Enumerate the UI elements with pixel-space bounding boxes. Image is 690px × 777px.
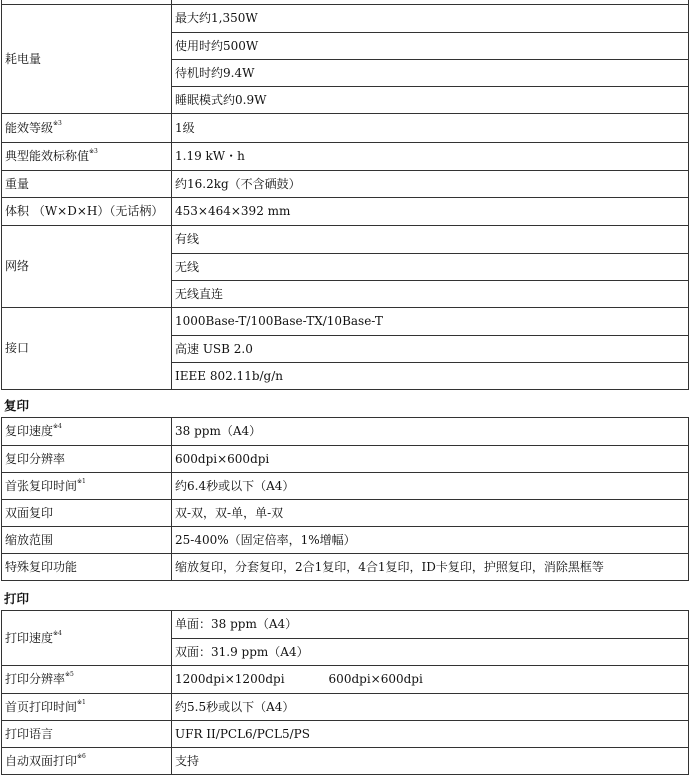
table-row	[2, 527, 689, 554]
interface-usb: 高速 USB 2.0	[172, 336, 689, 363]
table-row	[2, 418, 689, 446]
zoom-range-value: 25-400%（固定倍率，1%增幅）	[172, 527, 689, 554]
row-label-special-copy: 特殊复印功能	[2, 554, 172, 581]
network-wireless: 无线	[172, 254, 689, 281]
row-label-interface: 接口	[2, 308, 172, 390]
table-row	[2, 226, 689, 254]
table-row	[2, 308, 689, 336]
row-label-copy-speed: 复印速度$^{※4}$	[2, 418, 172, 446]
interface-wlan: IEEE 802.11b/g/n	[172, 363, 689, 390]
section-title-print: 打印	[4, 591, 30, 606]
table-row	[2, 666, 689, 694]
tec-value: 1.19 kW・h	[172, 143, 689, 171]
network-wired: 有线	[172, 226, 689, 254]
spec-table-general	[1, 0, 689, 390]
row-label-tec: 典型能效标称值$^{※3}$	[2, 143, 172, 171]
row-label-energy-class: 能效等级$^{※3}$	[2, 114, 172, 143]
row-label-zoom-range: 缩放范围	[2, 527, 172, 554]
print-speed-simplex: 单面：38 ppm（A4）	[172, 611, 689, 639]
duplex-copy-value: 双-双，双-单，单-双	[172, 500, 689, 527]
table-row	[2, 198, 689, 226]
print-resolution-value	[172, 666, 689, 694]
copy-resolution-value: 600dpi×600dpi	[172, 446, 689, 473]
print-resolution-standard: 600dpi×600dpi	[328, 672, 423, 686]
print-speed-duplex: 双面：31.9 ppm（A4）	[172, 639, 689, 666]
table-row	[2, 5, 689, 33]
table-row	[2, 500, 689, 527]
row-label-copy-resolution: 复印分辨率	[2, 446, 172, 473]
table-row	[2, 473, 689, 500]
energy-class-value: 1级	[172, 114, 689, 143]
power-max: 最大约1,350W	[172, 5, 689, 33]
table-row	[2, 446, 689, 473]
table-row	[2, 114, 689, 143]
table-row	[2, 611, 689, 639]
first-print-time-value: 约5.5秒或以下（A4）	[172, 694, 689, 721]
row-label-power: 耗电量	[2, 5, 172, 114]
table-row	[2, 694, 689, 721]
table-row	[2, 554, 689, 581]
section-title-copy: 复印	[4, 398, 30, 413]
row-label-duplex-copy: 双面复印	[2, 500, 172, 527]
print-resolution-high: 1200dpi×1200dpi	[175, 672, 285, 686]
row-label-auto-duplex: 自动双面打印$^{※6}$	[2, 748, 172, 775]
table-row	[2, 171, 689, 198]
dimensions-value: 453×464×392 mm	[172, 198, 689, 226]
row-label-print-resolution: 打印分辨率$^{※5}$	[2, 666, 172, 694]
row-label-print-speed: 打印速度$^{※4}$	[2, 611, 172, 666]
print-language-value: UFR II/PCL6/PCL5/PS	[172, 721, 689, 748]
first-copy-time-value: 约6.4秒或以下（A4）	[172, 473, 689, 500]
row-label-first-copy-time: 首张复印时间$^{※1}$	[2, 473, 172, 500]
row-label-dimensions: 体积 （W×D×H）（无话柄）	[2, 198, 172, 226]
power-sleep: 睡眠模式约0.9W	[172, 87, 689, 114]
weight-value: 约16.2kg（不含硒鼓）	[172, 171, 689, 198]
spec-table-print	[1, 610, 689, 775]
special-copy-value: 缩放复印，分套复印，2合1复印，4合1复印，ID卡复印，护照复印，消除黑框等	[172, 554, 689, 581]
copy-speed-value: 38 ppm（A4）	[172, 418, 689, 446]
spec-table-copy	[1, 417, 689, 581]
row-label-print-language: 打印语言	[2, 721, 172, 748]
interface-ethernet: 1000Base-T/100Base-TX/10Base-T	[172, 308, 689, 336]
row-label-network: 网络	[2, 226, 172, 308]
table-row	[2, 748, 689, 775]
row-label-first-print-time: 首页打印时间$^{※1}$	[2, 694, 172, 721]
auto-duplex-value: 支持	[172, 748, 689, 775]
network-wireless-direct: 无线直连	[172, 281, 689, 308]
table-row	[2, 143, 689, 171]
row-label-weight: 重量	[2, 171, 172, 198]
table-row	[2, 721, 689, 748]
power-standby: 待机时约9.4W	[172, 60, 689, 87]
power-in-use: 使用时约500W	[172, 33, 689, 60]
